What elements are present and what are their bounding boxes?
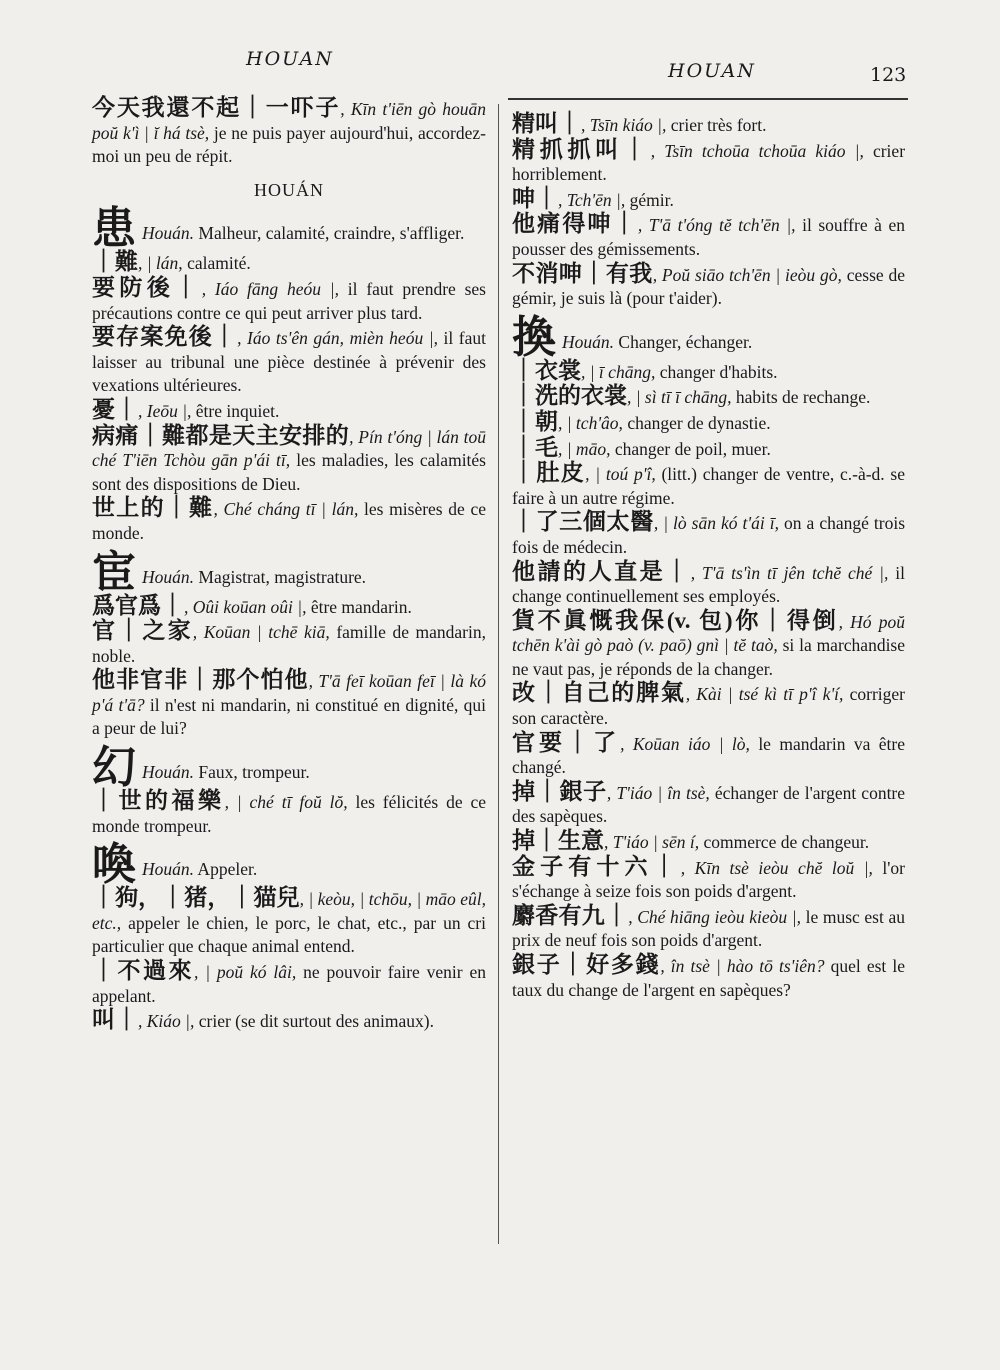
headword-character: 換 bbox=[512, 312, 556, 362]
dictionary-entry bbox=[512, 359, 905, 385]
romanization: , Kài | tsé kì tī p'î k'í, bbox=[685, 684, 844, 705]
dictionary-entry bbox=[512, 731, 905, 780]
dictionary-entry bbox=[512, 560, 905, 609]
romanization: , | lò sān kó t'ái ī, bbox=[653, 513, 780, 534]
headword-entry bbox=[512, 312, 905, 362]
romanization: , Kiáo |, bbox=[138, 1011, 195, 1032]
chinese-phrase: 掉｜生意 bbox=[512, 828, 604, 854]
definition-text: Changer, échanger. bbox=[614, 331, 753, 352]
definition-text: calamité. bbox=[182, 253, 251, 274]
chinese-phrase: 叫｜ bbox=[92, 1007, 138, 1033]
headword-character: 喚 bbox=[92, 840, 136, 890]
chinese-phrase: ｜了三個太醫 bbox=[512, 509, 654, 535]
definition-text: si la marchandise ne vaut pas, je réponds de la changer. bbox=[512, 635, 906, 679]
headword-entry bbox=[92, 840, 486, 890]
romanization: Houán. bbox=[142, 223, 195, 244]
dictionary-entry bbox=[512, 138, 905, 187]
definition-text: Faux, trompeur. bbox=[194, 762, 310, 783]
dictionary-entry bbox=[92, 886, 486, 959]
chinese-phrase: 今天我還不起｜一吓子 bbox=[92, 95, 341, 120]
dictionary-entry bbox=[512, 112, 905, 138]
definition-text: commerce de changeur. bbox=[699, 832, 870, 853]
romanization: , Tsīn kiáo |, bbox=[581, 115, 667, 135]
romanization: , T'iáo | în tsè, bbox=[606, 782, 710, 803]
romanization: , | māo, bbox=[558, 438, 611, 459]
definition-text: changer d'habits. bbox=[655, 361, 778, 382]
romanization: , în tsè | hào tō ts'iên? bbox=[660, 956, 825, 976]
definition-text: famille de mandarin, noble. bbox=[92, 622, 486, 666]
dictionary-entry bbox=[512, 461, 905, 510]
chinese-phrase: 呻｜ bbox=[512, 185, 558, 211]
dictionary-entry bbox=[512, 855, 905, 904]
chinese-phrase: 要防後｜ bbox=[92, 274, 202, 300]
chinese-phrase: ｜狗，｜猪，｜猫兒 bbox=[92, 885, 300, 911]
chinese-phrase: 不消呻｜有我 bbox=[512, 260, 653, 286]
chinese-phrase: 憂｜ bbox=[92, 396, 138, 422]
definition-text: les maladies, les calamités sont des dispositions de Dieu. bbox=[92, 450, 486, 494]
running-head-left: HOUAN bbox=[246, 48, 334, 70]
romanization: Houán. bbox=[142, 859, 195, 880]
chinese-phrase: 要存案免後｜ bbox=[92, 324, 238, 350]
romanization: , Tch'ēn |, bbox=[558, 189, 626, 210]
chinese-phrase: 貨不眞慨我保(v. 包)你｜得倒 bbox=[512, 607, 839, 633]
definition-text: appeler le chien, le porc, le chat, etc., par un cri particulier que chaque animal entend. bbox=[92, 912, 486, 957]
definition-text: (litt.) changer de ventre, c.-à-d. se faire à un autre régime. bbox=[512, 464, 906, 508]
romanization: , T'ā ts'ìn tī jên tchĕ ché |, bbox=[690, 562, 889, 583]
dictionary-entry bbox=[92, 96, 486, 169]
romanization: , Koūan iáo | lò, bbox=[620, 733, 750, 754]
romanization: , | sì tī ī chāng, bbox=[627, 387, 732, 408]
dictionary-entry bbox=[512, 609, 905, 682]
dictionary-entry bbox=[92, 1008, 486, 1034]
romanization: Houán. bbox=[562, 331, 615, 352]
dictionary-entry bbox=[92, 789, 486, 838]
dictionary-entry bbox=[512, 829, 905, 855]
definition-text: les misères de ce monde. bbox=[92, 499, 487, 543]
chinese-phrase: ｜肚皮 bbox=[512, 460, 586, 486]
romanization: , Ché cháng tī | lán, bbox=[213, 499, 359, 520]
chinese-phrase: ｜難 bbox=[92, 249, 138, 275]
page-number: 123 bbox=[870, 64, 907, 86]
dictionary-entry bbox=[512, 384, 905, 410]
section-heading: HOUÁN bbox=[254, 179, 324, 200]
romanization: , | poŭ kó lâi, bbox=[193, 962, 297, 983]
definition-text: il change continuellement ses employés. bbox=[512, 562, 906, 607]
dictionary-entry bbox=[92, 325, 486, 398]
dictionary-entry bbox=[92, 276, 486, 325]
definition-text: crier très fort. bbox=[666, 115, 767, 135]
definition-text: Magistrat, magistrature. bbox=[194, 566, 367, 587]
definition-text: le mandarin va être changé. bbox=[512, 733, 905, 778]
romanization: , | tch'âo, bbox=[558, 412, 623, 433]
romanization: , Iáo ts'ên gán, mièn heóu |, bbox=[237, 328, 438, 349]
dictionary-entry bbox=[512, 681, 905, 730]
romanization: , Poŭ siāo tch'ēn | ieòu gò, bbox=[652, 264, 842, 285]
headword-character: 幻 bbox=[92, 743, 136, 793]
dictionary-entry bbox=[512, 410, 905, 436]
romanization: , T'iáo | sēn í, bbox=[604, 832, 700, 853]
chinese-phrase: 他痛得呻｜ bbox=[512, 211, 638, 237]
chinese-phrase: ｜世的福樂 bbox=[92, 788, 225, 814]
chinese-phrase: 官要｜了 bbox=[512, 729, 621, 755]
definition-text: le musc est au prix de neuf fois son poids d'argent. bbox=[512, 906, 905, 951]
romanization: , Kīn tsè ieòu chĕ loŭ |, bbox=[680, 857, 873, 878]
definition-text: corriger son caractère. bbox=[512, 684, 905, 729]
romanization: , Kīn t'iēn gò houān poŭ k'ì | ĭ há tsè, bbox=[92, 99, 486, 143]
definition-text: être inquiet. bbox=[191, 400, 280, 421]
definition-text: changer de dynastie. bbox=[622, 412, 771, 433]
headword-entry bbox=[92, 743, 486, 793]
definition-text: on a changé trois fois de médecin. bbox=[512, 513, 906, 557]
romanization: , Iáo fāng heóu |, bbox=[201, 278, 339, 299]
chinese-phrase: 爲官爲｜ bbox=[92, 592, 184, 618]
dictionary-entry bbox=[92, 959, 486, 1008]
definition-text: Malheur, calamité, craindre, s'affliger. bbox=[194, 223, 465, 244]
dictionary-entry bbox=[512, 510, 905, 559]
definition-text: crier (se dit surtout des animaux). bbox=[194, 1011, 434, 1032]
romanization: , | lán, bbox=[138, 253, 183, 274]
headword-character: 宦 bbox=[92, 547, 136, 597]
romanization: , | ī chāng, bbox=[581, 361, 656, 382]
definition-text: être mandarin. bbox=[306, 596, 412, 617]
dictionary-entry bbox=[512, 904, 905, 953]
chinese-phrase: ｜衣裳 bbox=[512, 357, 581, 383]
chinese-phrase: 他非官非｜那个怕他 bbox=[92, 667, 309, 693]
dictionary-entry bbox=[512, 780, 905, 829]
definition-text: cesse de gémir, je suis là (pour t'aider). bbox=[512, 264, 905, 309]
romanization: , Ieōu |, bbox=[138, 400, 192, 421]
dictionary-entry bbox=[92, 424, 486, 497]
dictionary-entry bbox=[512, 212, 905, 261]
chinese-phrase: 官｜之家 bbox=[92, 618, 193, 644]
chinese-phrase: 他請的人直是｜ bbox=[512, 558, 691, 584]
definition-text: je ne puis payer aujourd'hui, accordez-moi un peu de répit. bbox=[92, 122, 486, 167]
romanization: , Oûi koūan oûi |, bbox=[184, 596, 307, 617]
romanization: Houán. bbox=[142, 762, 195, 783]
dictionary-entry bbox=[92, 250, 486, 276]
chinese-phrase: 銀子｜好多錢 bbox=[512, 952, 661, 977]
romanization: Houán. bbox=[142, 566, 195, 587]
definition-text: échanger de l'argent contre des sapèques. bbox=[512, 782, 906, 827]
headword-character: 患 bbox=[92, 204, 136, 254]
chinese-phrase: 掉｜銀子 bbox=[512, 778, 607, 804]
romanization: , Pín t'óng | lán toū ché T'iēn Tchòu gān p'ái tī, bbox=[92, 426, 487, 471]
definition-text: il n'est ni mandarin, ni constitué en dignité, qui a peur de lui? bbox=[92, 694, 486, 739]
definition-text: habits de rechange. bbox=[731, 387, 871, 408]
dictionary-entry bbox=[92, 619, 486, 668]
romanization: , T'ā t'óng tĕ tch'ēn |, bbox=[637, 215, 796, 236]
chinese-phrase: ｜朝 bbox=[512, 408, 558, 434]
romanization: , Ché hiāng ieòu kieòu |, bbox=[628, 906, 801, 927]
romanization: , Hó poŭ tchēn k'ài gò paò (v. paō) gnì | tĕ taò, bbox=[512, 611, 905, 656]
definition-text: crier horriblement. bbox=[512, 140, 906, 185]
chinese-phrase: 金子有十六｜ bbox=[512, 853, 681, 879]
chinese-phrase: 麝香有九｜ bbox=[512, 902, 629, 928]
romanization: , Koūan | tchē kiā, bbox=[192, 622, 330, 643]
definition-text: il faut laisser au tribunal une pièce destinée à prévenir des vexations ultérieures. bbox=[92, 328, 487, 396]
header-rule bbox=[508, 98, 908, 100]
romanization: , | toú p'î, bbox=[585, 464, 656, 485]
dictionary-entry bbox=[512, 262, 905, 311]
romanization: , T'ā feī koūan feī | là kó p'á t'ā? bbox=[92, 671, 486, 715]
definition-text: il souffre à en pousser des gémissements. bbox=[512, 215, 905, 259]
chinese-phrase: ｜毛 bbox=[512, 434, 558, 460]
romanization: , Tsīn tchoūa tchoūa kiáo |, bbox=[650, 140, 864, 161]
definition-text: les félicités de ce monde trompeur. bbox=[92, 792, 487, 836]
dictionary-entry bbox=[92, 496, 486, 545]
headword-entry bbox=[92, 547, 486, 597]
dictionary-entry bbox=[92, 594, 486, 620]
definition-text: il faut prendre ses précautions contre ce qui peut arriver plus tard. bbox=[92, 278, 486, 323]
definition-text: ne pouvoir faire venir en appelant. bbox=[92, 962, 486, 1006]
dictionary-entry bbox=[512, 953, 905, 1002]
right-column bbox=[512, 112, 905, 1002]
left-column bbox=[92, 96, 486, 1034]
dictionary-entry bbox=[92, 398, 486, 424]
definition-text: gémir. bbox=[625, 189, 674, 210]
chinese-phrase: 病痛｜難都是天主安排的 bbox=[92, 422, 350, 448]
chinese-phrase: 精叫｜ bbox=[512, 111, 581, 136]
definition-text: l'or s'échange à seize fois son poids d'argent. bbox=[512, 857, 906, 902]
headword-entry bbox=[92, 204, 486, 254]
definition-text: quel est le taux du change de l'argent en sapèques? bbox=[512, 956, 905, 1000]
chinese-phrase: ｜洗的衣裳 bbox=[512, 383, 627, 409]
definition-text: Appeler. bbox=[194, 859, 258, 880]
dictionary-entry bbox=[512, 436, 905, 462]
running-head-right: HOUAN bbox=[668, 60, 756, 82]
chinese-phrase: 世上的｜難 bbox=[92, 495, 214, 521]
chinese-phrase: ｜不過來 bbox=[92, 958, 194, 984]
dictionary-entry bbox=[92, 668, 486, 741]
romanization: , | keòu, | tchōu, | māo eûl, etc., bbox=[92, 889, 486, 933]
dictionary-entry bbox=[512, 187, 905, 213]
column-divider bbox=[498, 104, 499, 1244]
definition-text: changer de poil, muer. bbox=[610, 438, 771, 459]
romanization: , | ché tī foŭ lŏ, bbox=[224, 792, 348, 813]
chinese-phrase: 改｜自己的脾氣 bbox=[512, 680, 686, 706]
chinese-phrase: 精抓抓叫｜ bbox=[512, 136, 651, 162]
